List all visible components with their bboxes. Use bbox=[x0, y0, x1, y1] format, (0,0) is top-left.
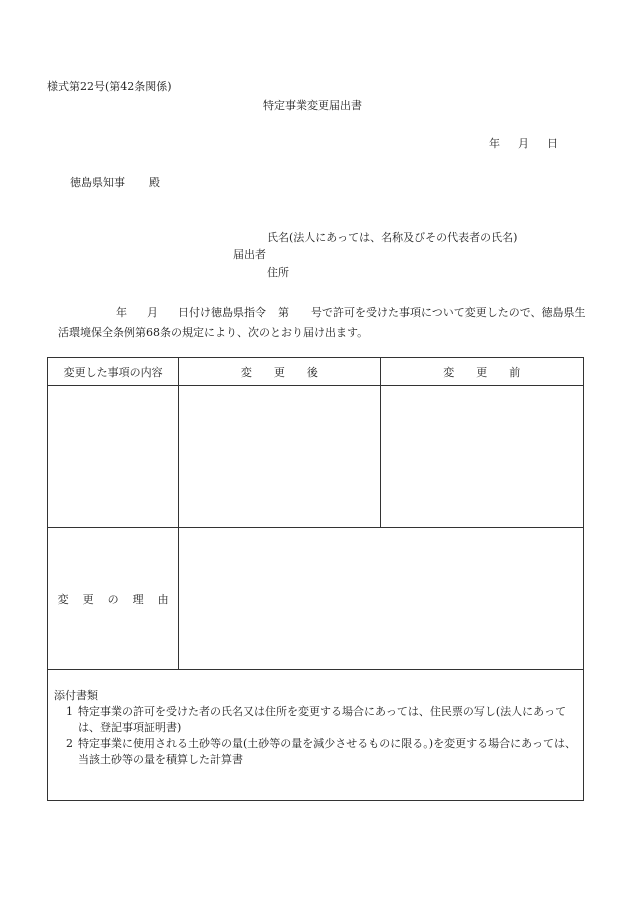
header-after-char: 更 bbox=[273, 365, 285, 379]
changes-table bbox=[47, 357, 584, 801]
header-after-char: 変 bbox=[240, 365, 252, 379]
notifier-label: 届出者 bbox=[233, 248, 266, 261]
reason-char: の bbox=[107, 592, 119, 606]
reason-label bbox=[48, 528, 179, 670]
content-cell[interactable] bbox=[48, 386, 179, 528]
body-number-prefix: 第 bbox=[278, 306, 289, 319]
attachment-text: 特定事業の許可を受けた者の氏名又は住所を変更する場合にあっては、住民票の写し(法人にあっては、登記事項証明書) bbox=[78, 705, 567, 734]
reason-cell[interactable] bbox=[179, 528, 584, 670]
date-line bbox=[489, 137, 558, 151]
attachment-text: 特定事業に使用される土砂等の量(土砂等の量を減少させるものに限る。)を変更する場合にあっては、当該土砂等の量を積算した計算書 bbox=[78, 737, 576, 766]
header-after-char: 後 bbox=[306, 365, 318, 379]
header-content: 変更した事項の内容 bbox=[48, 358, 179, 386]
body-month: 月 bbox=[147, 306, 158, 319]
date-day-label: 日 bbox=[547, 137, 558, 150]
table-header-row bbox=[48, 358, 584, 386]
reason-char: 由 bbox=[157, 592, 169, 606]
body-part1: 日付け徳島県指令 bbox=[178, 306, 266, 319]
body-paragraph bbox=[58, 303, 588, 343]
reason-char: 理 bbox=[132, 592, 144, 606]
table-content-row bbox=[48, 386, 584, 528]
header-after bbox=[179, 358, 380, 386]
header-before-char: 更 bbox=[476, 365, 488, 379]
body-year: 年 bbox=[116, 306, 127, 319]
header-before-char: 変 bbox=[443, 365, 455, 379]
body-part2: 号で許可を受けた事項について変更したので、徳島県生活環境保全条例第68条の規定により、次のとおり届け出ます。 bbox=[58, 306, 586, 339]
table-attachments-row bbox=[48, 670, 584, 801]
attachment-number: 1 bbox=[66, 705, 73, 718]
date-month-label: 月 bbox=[518, 137, 529, 150]
addressee-name: 徳島県知事 bbox=[70, 176, 125, 189]
applicant-name-label: 氏名(法人にあっては、名称及びその代表者の氏名) bbox=[267, 231, 518, 244]
date-year-label: 年 bbox=[489, 137, 500, 150]
form-number: 様式第22号(第42条関係) bbox=[47, 80, 172, 93]
attachments-cell bbox=[48, 670, 584, 801]
attachment-item bbox=[54, 736, 577, 768]
attachment-item bbox=[54, 704, 577, 736]
document-title: 特定事業変更届出書 bbox=[263, 99, 362, 112]
header-before-char: 前 bbox=[509, 365, 521, 379]
reason-char: 更 bbox=[82, 592, 94, 606]
attachment-number: 2 bbox=[66, 737, 73, 750]
addressee-honorific: 殿 bbox=[149, 176, 160, 189]
reason-char: 変 bbox=[57, 592, 69, 606]
addressee bbox=[70, 176, 160, 190]
header-before bbox=[380, 358, 583, 386]
table-reason-row bbox=[48, 528, 584, 670]
after-cell[interactable] bbox=[179, 386, 380, 528]
attachments-title: 添付書類 bbox=[54, 689, 98, 702]
before-cell[interactable] bbox=[380, 386, 583, 528]
applicant-address-label: 住所 bbox=[267, 266, 289, 279]
